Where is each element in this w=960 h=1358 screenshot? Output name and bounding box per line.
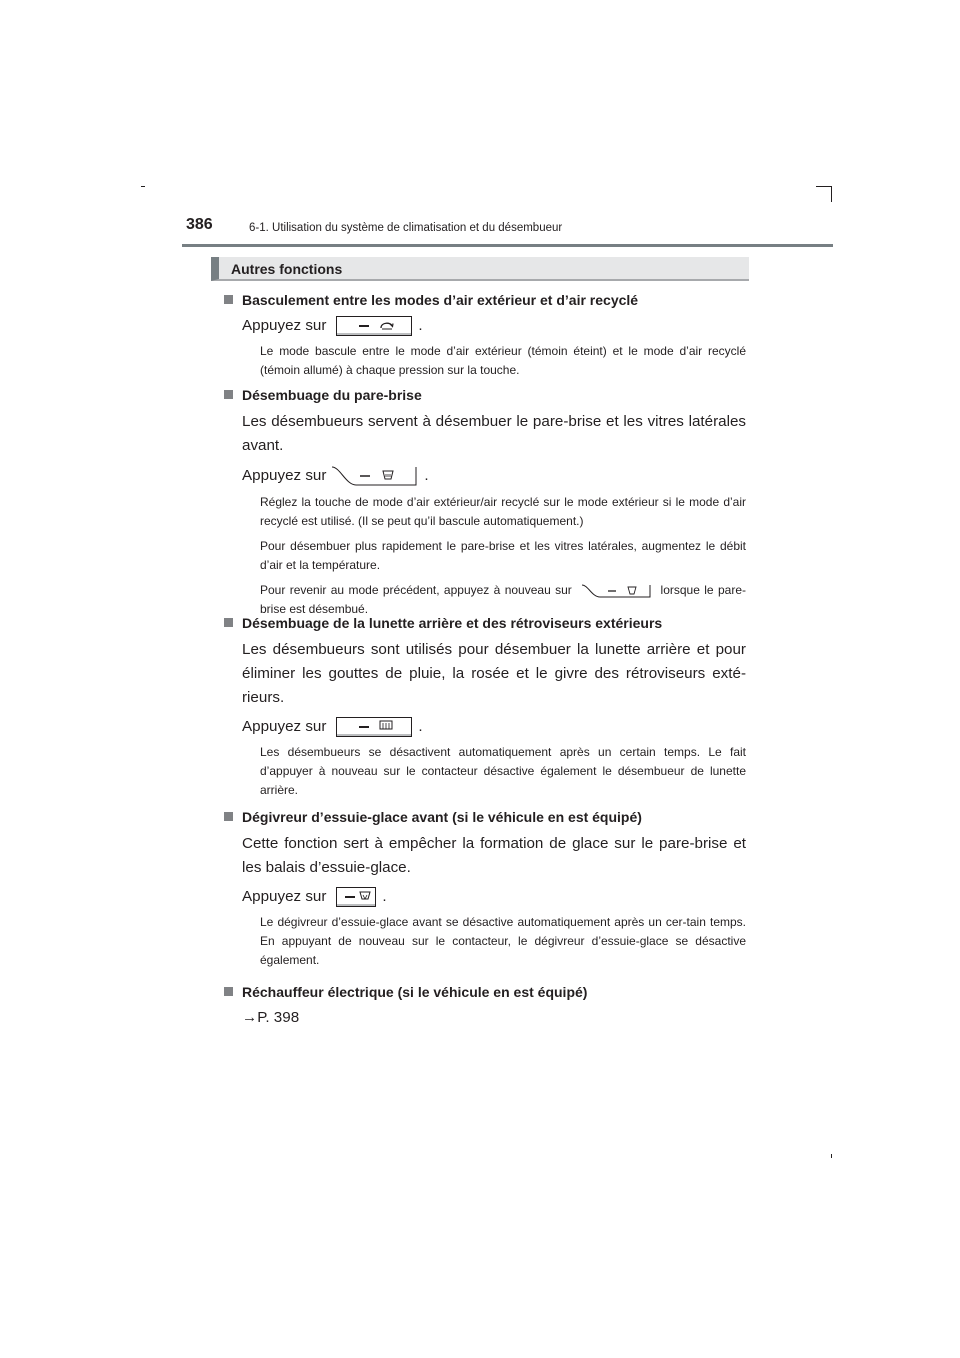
rear-window-defog-icon <box>379 720 393 732</box>
crop-mark <box>831 186 832 202</box>
crop-mark <box>816 186 832 187</box>
item-heading: Désembuage du pare-brise <box>224 386 746 404</box>
press-instruction: Appuyez sur . <box>242 465 746 487</box>
item-rear-defog <box>224 614 746 800</box>
page-number: 386 <box>186 216 213 233</box>
square-bullet-icon <box>224 618 233 627</box>
press-instruction: Appuyez sur . <box>242 317 423 334</box>
item-windshield-defog <box>224 386 746 619</box>
press-instruction: Appuyez sur . <box>242 888 387 905</box>
indicator-dash <box>359 726 369 728</box>
indicator-dash <box>345 896 355 898</box>
indicator-dash <box>359 325 369 327</box>
item-electric-heater <box>224 983 746 1026</box>
note-text: Le dégivreur d’essuie-glace avant se désactive automatiquement après un cer-tain temps. En appuyant de nouveau sur le contacteur, le dégivreur d’essuie-glace se désactive également. <box>260 915 746 967</box>
note-text: Les désembueurs se désactivent automatiquement après un certain temps. Le fait d’appuyer à nouveau sur le contacteur désactive également le désembueur de lunette arrière. <box>260 745 746 797</box>
body-text: Les désembueurs servent à désembuer le pare-brise et les vitres latérales avant. <box>242 413 746 454</box>
note-text: Réglez la touche de mode d’air extérieur/air recyclé sur le mode extérieur si le mode d’air recyclé est utilisé. (Il se peut qu’il bascule automatiquement.) <box>260 495 746 528</box>
windshield-defog-button[interactable] <box>580 583 652 599</box>
rear-defog-button[interactable] <box>336 717 412 737</box>
item-heading: Désembuage de la lunette arrière et des rétroviseurs extérieurs <box>224 614 746 632</box>
windshield-defog-icon <box>383 471 393 479</box>
note-text: Le mode bascule entre le mode d’air extérieur (témoin éteint) et le mode d’air recyclé (témoin allumé) à chaque pression sur la touche. <box>260 344 746 377</box>
arrow-right-icon: → <box>242 1009 258 1026</box>
crop-mark <box>141 186 145 187</box>
crop-mark <box>831 1154 832 1158</box>
note-text: Pour désembuer plus rapidement le pare-brise et les vitres latérales, augmentez le débit d’air et la température. <box>260 539 746 572</box>
car-recirculation-icon <box>379 319 395 331</box>
header-rule <box>182 244 833 247</box>
wiper-deicer-icon <box>359 890 371 902</box>
recirculation-button[interactable] <box>336 316 412 336</box>
item-recirculation <box>224 291 746 380</box>
section-title: Autres fonctions <box>231 261 343 277</box>
item-heading: Réchauffeur électrique (si le véhicule en est équipé) <box>224 983 746 1001</box>
square-bullet-icon <box>224 390 233 399</box>
square-bullet-icon <box>224 295 233 304</box>
wiper-deicer-button[interactable] <box>336 887 376 907</box>
square-bullet-icon <box>224 812 233 821</box>
square-bullet-icon <box>224 987 233 996</box>
body-text: Cette fonction sert à empêcher la formation de glace sur le pare-brise et les balais d’essuie-glace. <box>242 835 746 876</box>
page-reference[interactable]: →P. 398 <box>242 1009 300 1026</box>
item-heading: Dégivreur d’essuie-glace avant (si le véhicule en est équipé) <box>224 808 746 826</box>
chapter-title: 6-1. Utilisation du système de climatisation et du désembueur <box>249 222 563 234</box>
item-heading: Basculement entre les modes d’air extérieur et d’air recyclé <box>224 291 746 309</box>
note-text: Pour revenir au mode précédent, appuyez à nouveau sur lorsque le pare-brise est désembué. <box>260 583 746 616</box>
body-text: Les désembueurs sont utilisés pour désembuer la lunette arrière et pour éliminer les gouttes de pluie, la rosée et le givre des rétroviseurs exté-rieurs. <box>242 641 746 706</box>
item-wiper-deicer <box>224 808 746 970</box>
section-header <box>211 257 749 281</box>
press-instruction: Appuyez sur . <box>242 718 423 735</box>
windshield-defog-button[interactable] <box>330 465 418 487</box>
